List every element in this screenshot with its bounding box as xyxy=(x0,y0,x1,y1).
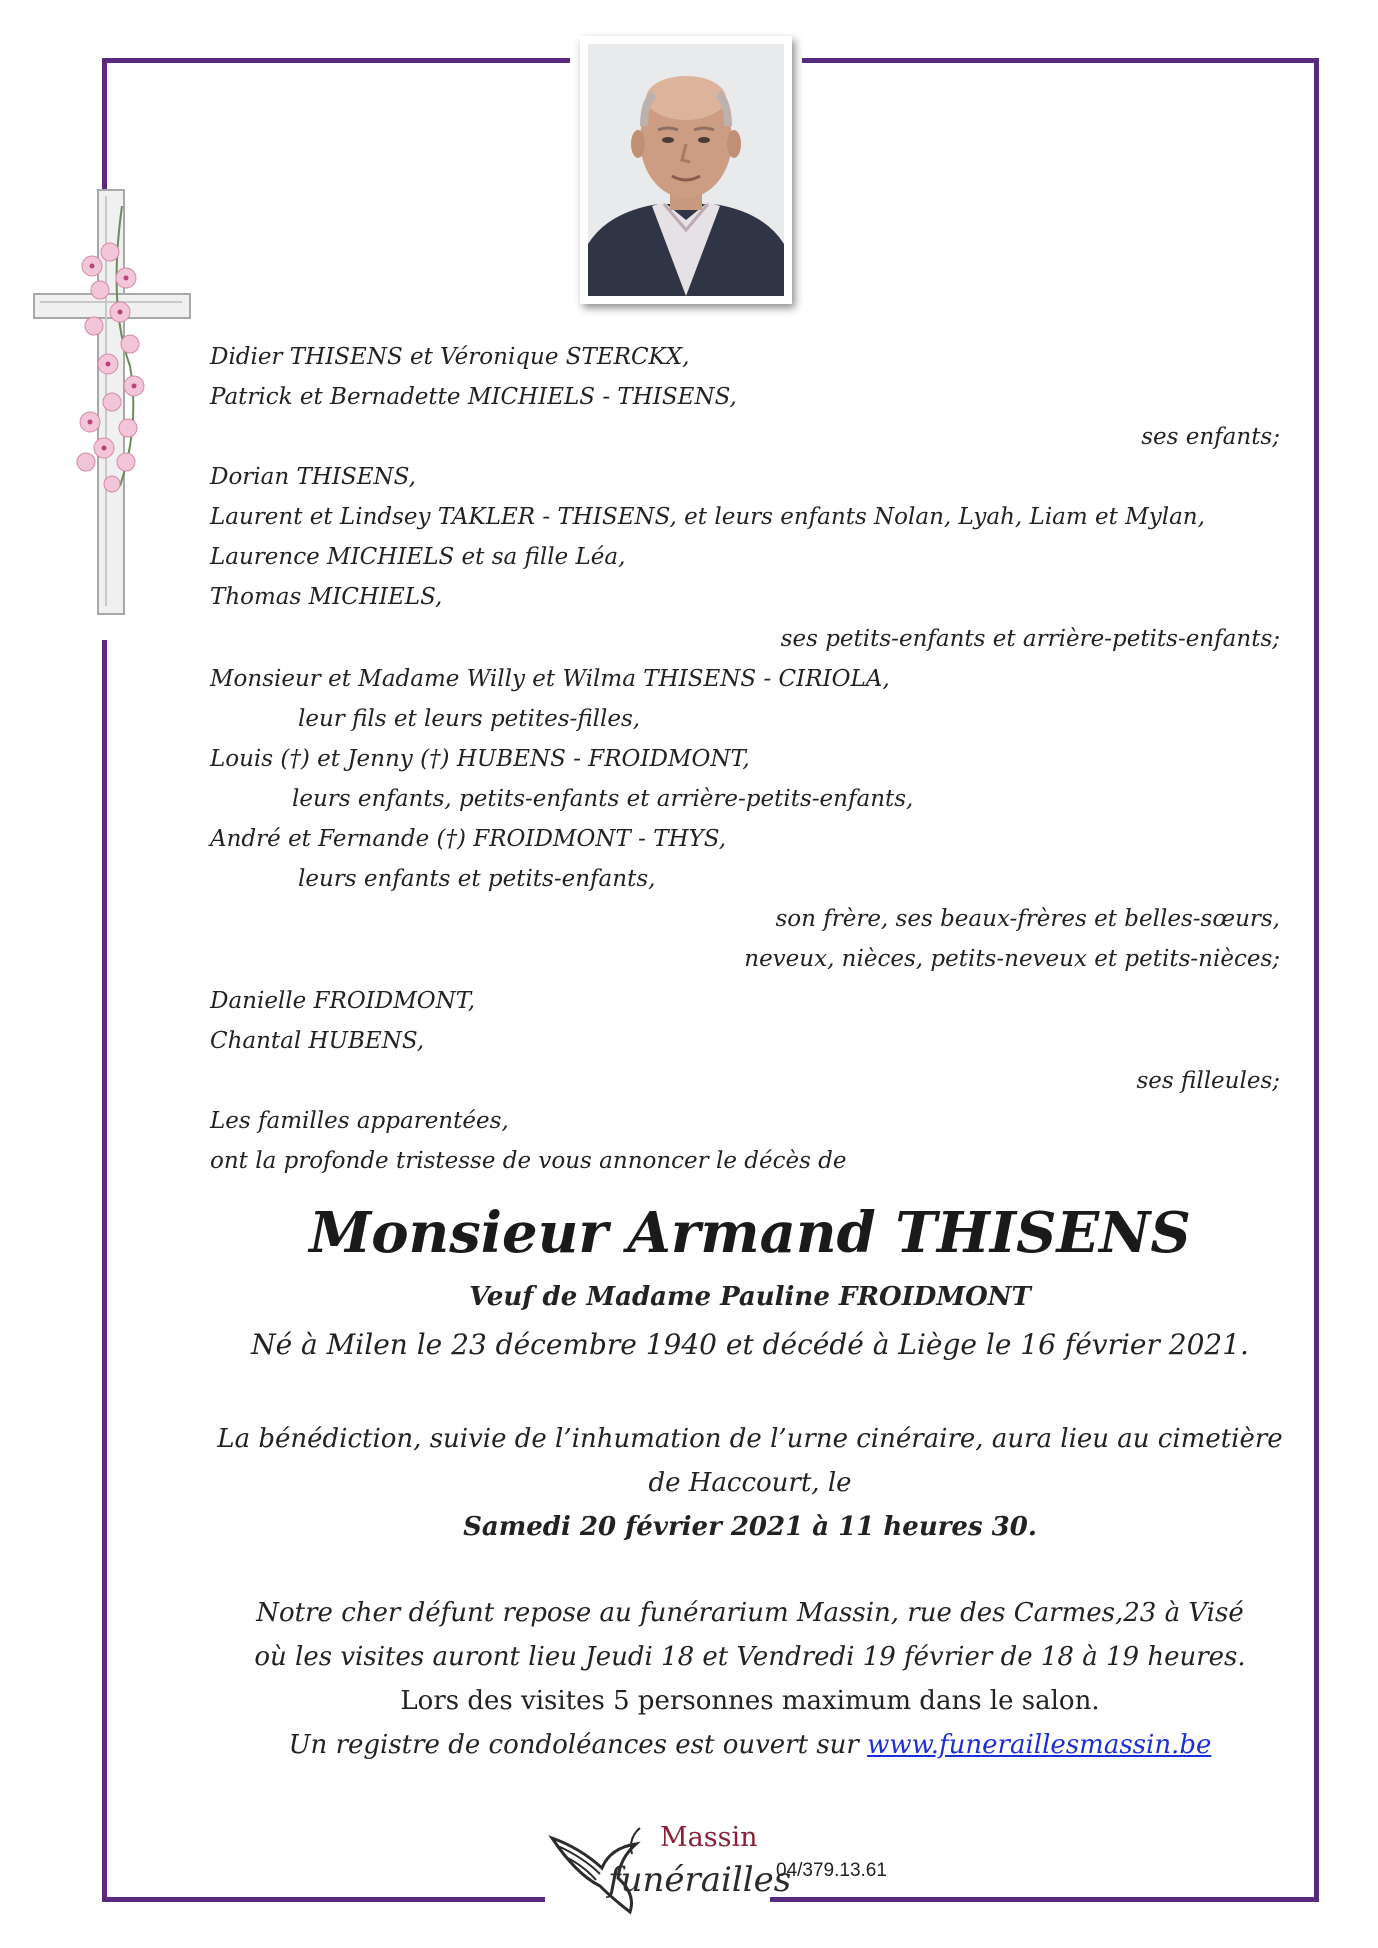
family-line: Chantal HUBENS, xyxy=(210,1028,425,1054)
family-line: Danielle FROIDMONT, xyxy=(210,988,476,1014)
family-line: Dorian THISENS, xyxy=(210,464,416,490)
family-line: Patrick et Bernadette MICHIELS - THISENS, xyxy=(210,384,737,410)
relation-label: son frère, ses beaux-frères et belles-sœurs, xyxy=(775,906,1280,932)
deceased-name: Monsieur Armand THISENS xyxy=(309,1200,1191,1266)
portrait-photo xyxy=(580,36,792,304)
family-line: Thomas MICHIELS, xyxy=(210,584,443,610)
frame-bottom-right xyxy=(770,1897,1319,1902)
visits-text: où les visites auront lieu Jeudi 18 et Vendredi 19 février de 18 à 19 heures. xyxy=(254,1642,1246,1672)
family-line: leur fils et leurs petites-filles, xyxy=(298,706,641,732)
ceremony-text: de Haccourt, le xyxy=(648,1468,852,1498)
relation-label: ses petits-enfants et arrière-petits-enfants; xyxy=(780,626,1280,652)
widow-line: Veuf de Madame Pauline FROIDMONT xyxy=(469,1282,1031,1312)
repose-text: Notre cher défunt repose au funérarium Massin, rue des Carmes,23 à Visé xyxy=(256,1598,1244,1628)
family-line: Louis (†) et Jenny (†) HUBENS - FROIDMONT, xyxy=(210,746,750,772)
logo-massin-text: Massin xyxy=(660,1822,758,1853)
frame-top-right xyxy=(802,58,1319,63)
logo-funerailles-text: funérailles xyxy=(608,1860,792,1900)
phone-number: 04/379.13.61 xyxy=(776,1860,887,1881)
family-line: Les familles apparentées, xyxy=(210,1108,509,1134)
frame-top-left xyxy=(102,58,570,63)
website-link[interactable]: www.funeraillesmassin.be xyxy=(867,1730,1212,1760)
ceremony-date: Samedi 20 février 2021 à 11 heures 30. xyxy=(463,1512,1037,1542)
family-line: André et Fernande (†) FROIDMONT - THYS, xyxy=(210,826,727,852)
family-line: Laurent et Lindsey TAKLER - THISENS, et leurs enfants Nolan, Lyah, Liam et Mylan, xyxy=(210,504,1205,530)
frame-bottom-left xyxy=(102,1897,545,1902)
family-line: Didier THISENS et Véronique STERCKX, xyxy=(210,344,690,370)
relation-label: ses enfants; xyxy=(1141,424,1280,450)
ceremony-text: La bénédiction, suivie de l’inhumation de l’urne cinéraire, aura lieu au cimetière xyxy=(217,1424,1283,1454)
visits-limit-text: Lors des visites 5 personnes maximum dans le salon. xyxy=(400,1686,1100,1716)
birth-death-dates: Né à Milen le 23 décembre 1940 et décédé à Liège le 16 février 2021. xyxy=(251,1328,1249,1361)
cross-with-blossoms-icon xyxy=(30,186,194,622)
family-line: Laurence MICHIELS et sa fille Léa, xyxy=(210,544,626,570)
relation-label: ses filleules; xyxy=(1136,1068,1280,1094)
family-line: Monsieur et Madame Willy et Wilma THISENS - CIRIOLA, xyxy=(210,666,890,692)
family-line: leurs enfants, petits-enfants et arrière-petits-enfants, xyxy=(292,786,914,812)
relation-label: neveux, nièces, petits-neveux et petits-nièces; xyxy=(744,946,1280,972)
registry-prefix: Un registre de condoléances est ouvert sur xyxy=(288,1730,868,1760)
announcement-line: ont la profonde tristesse de vous annoncer le décès de xyxy=(210,1148,847,1174)
family-line: leurs enfants et petits-enfants, xyxy=(298,866,656,892)
registry-line xyxy=(0,1730,1378,1760)
frame-left-upper xyxy=(102,58,107,190)
